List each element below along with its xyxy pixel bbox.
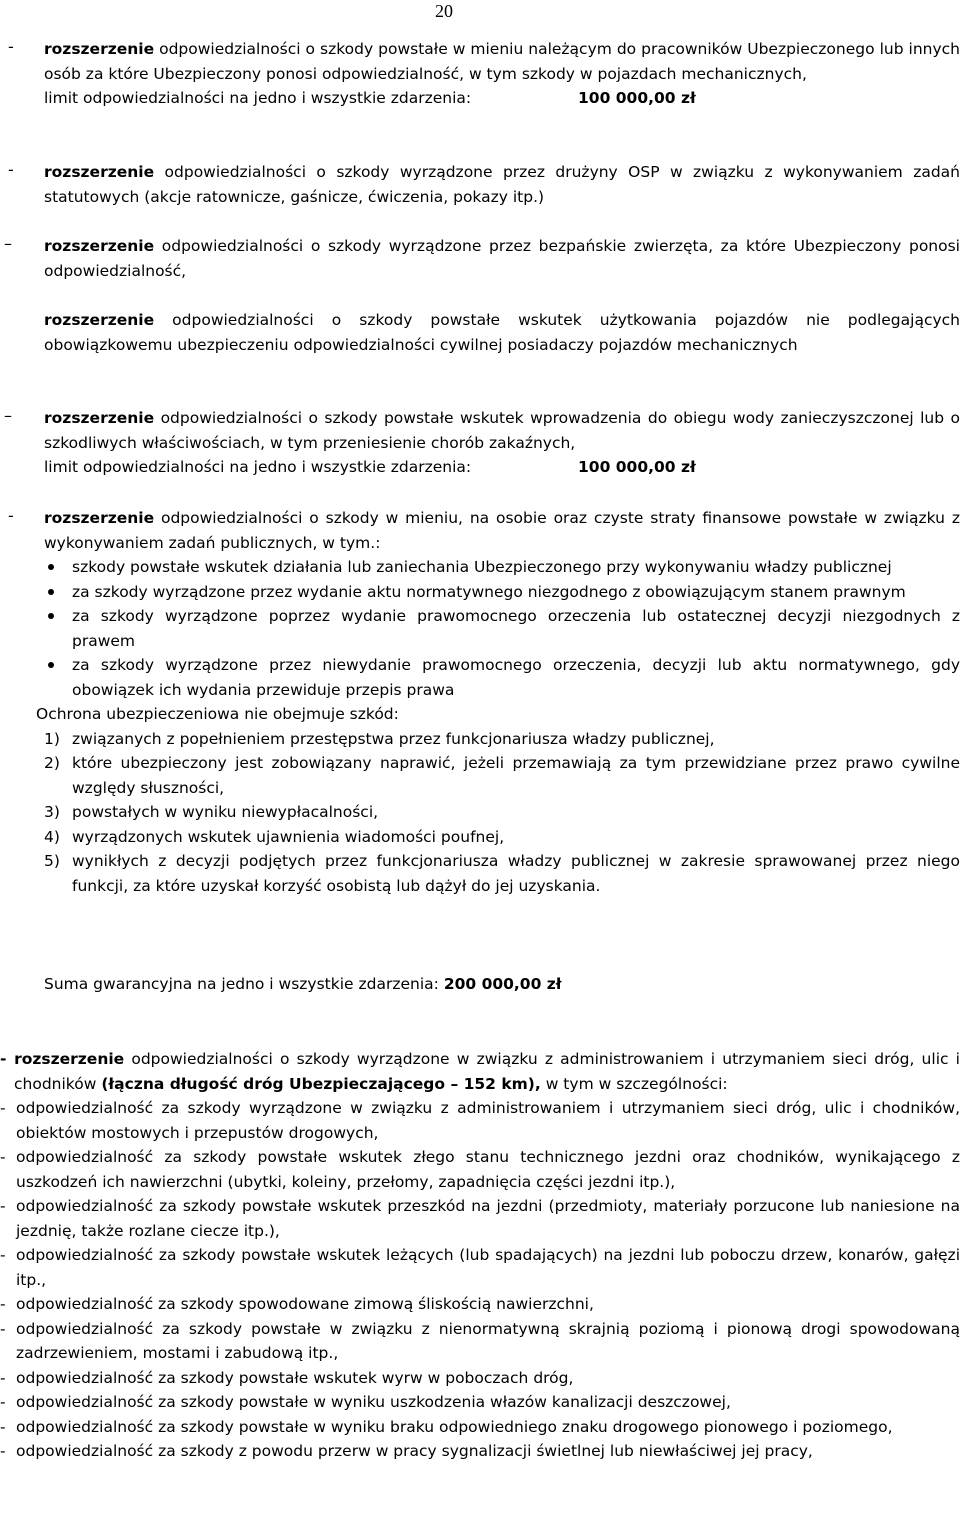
- road-item: [0, 1317, 960, 1366]
- limit-value: 100 000,00 zł: [578, 89, 696, 107]
- limit-line: [0, 455, 960, 480]
- road-item: [0, 1145, 960, 1194]
- road-item: [0, 1194, 960, 1243]
- dash-marker: -: [0, 1368, 6, 1387]
- exclusion-number: 2): [44, 754, 60, 772]
- keyword: rozszerzenie: [44, 311, 155, 329]
- exclusion-number: 5): [44, 852, 60, 870]
- road-item-text: odpowiedzialność za szkody wyrządzone w związku z administrowaniem i utrzymaniem sieci dróg, ulic i chodników, obiektów mostowych i przepustów drogowych,: [16, 1099, 960, 1142]
- road-item-text: odpowiedzialność za szkody powstałe w wyniku braku odpowiedniego znaku drogowego pionowego i poziomego,: [16, 1417, 893, 1436]
- section-body: odpowiedzialności o szkody powstałe w mieniu należącym do pracowników Ubezpieczonego lub innych osób za które Ubezpieczony ponosi odpowiedzialność, w tym szkody w pojazdach mechanicznych,: [44, 40, 960, 83]
- page-number: 20: [435, 1, 453, 21]
- keyword: rozszerzenie: [44, 509, 155, 527]
- dash-marker: -: [0, 1295, 6, 1313]
- exclusion-number: 1): [44, 729, 60, 748]
- road-item: [0, 1415, 960, 1440]
- section-body: odpowiedzialności o szkody wyrządzone przez bezpańskie zwierzęta, za które Ubezpieczony ponosi odpowiedzialność,: [44, 237, 960, 280]
- road-item-text: odpowiedzialność za szkody z powodu przerw w pracy sygnalizacji świetlnej lub niewłaściwej jej pracy,: [16, 1442, 813, 1460]
- section-text: [0, 160, 960, 209]
- road-item-text: odpowiedzialność za szkody powstałe w związku z nienormatywną skrajnią poziomą i pionową drogi spowodowaną zadrzewieniem, mostami i zabudową itp.,: [16, 1319, 960, 1362]
- exclusion-text: powstałych w wyniku niewypłacalności,: [72, 803, 379, 821]
- dash-marker: –: [4, 234, 12, 253]
- dash-marker: -: [0, 1393, 6, 1411]
- section-text: [0, 406, 960, 455]
- exclusion-text: wyrządzonych wskutek ujawnienia wiadomości poufnej,: [72, 827, 505, 846]
- exclusion-item: [0, 727, 960, 752]
- road-item: [0, 1096, 960, 1145]
- bullet-item: [0, 653, 960, 702]
- road-item-text: odpowiedzialność za szkody powstałe wskutek wyrw w poboczach dróg,: [16, 1368, 574, 1387]
- section-text: [0, 37, 960, 86]
- section-body: odpowiedzialności o szkody wyrządzone w związku z administrowaniem i utrzymaniem sieci dróg, ulic i chodników: [14, 1050, 960, 1093]
- section-employees-property: [0, 37, 960, 111]
- sum-value: 200 000,00 zł: [443, 975, 562, 993]
- exclusion-text: wynikłych z decyzji podjętych przez funkcjonariusza władzy publicznej w zakresie sprawowanej przez niego funkcji, za które uzyskał korzyść osobistą lub dążył do jej uzyskania.: [72, 852, 960, 895]
- section-body-end: w tym w szczególności:: [540, 1074, 728, 1093]
- dash-marker: -: [0, 1246, 6, 1264]
- keyword: - rozszerzenie: [0, 1050, 125, 1068]
- bullet-item: [0, 604, 960, 653]
- keyword: rozszerzenie: [44, 163, 155, 181]
- exclusion-item: [0, 849, 960, 898]
- bullet-dot: [48, 613, 54, 619]
- road-item: [0, 1292, 960, 1317]
- section-text: [0, 234, 960, 283]
- exclusion-number: 3): [44, 803, 60, 821]
- dash-marker: -: [0, 1442, 6, 1460]
- road-item: [0, 1366, 960, 1391]
- road-item-text: odpowiedzialność za szkody powstałe wskutek złego stanu technicznego jezdni oraz chodników, wynikającego z uszkodzeń ich nawierzchni (ubytki, koleiny, przełomy, zapadnięcia części jezdni itp.),: [16, 1148, 960, 1191]
- dash-marker: -: [0, 1417, 6, 1436]
- limit-value: 100 000,00 zł: [578, 458, 696, 476]
- bullet-text: za szkody wyrządzone przez niewydanie prawomocnego orzeczenia, decyzji lub aktu normatywnego, gdy obowiązek ich wydania przewiduje przepis prawa: [72, 656, 960, 699]
- road-item: [0, 1390, 960, 1415]
- exclusion-item: [0, 751, 960, 800]
- road-item-text: odpowiedzialność za szkody powstałe wskutek przeszkód na jezdni (przedmioty, materiały porzucone lub naniesione na jezdnię, także rozlane ciecze itp.),: [16, 1197, 960, 1240]
- limit-label: limit odpowiedzialności na jedno i wszystkie zdarzenia:: [44, 458, 472, 476]
- dash-marker: -: [0, 1197, 6, 1215]
- exclusions-title: Ochrona ubezpieczeniowa nie obejmuje szkód:: [36, 705, 399, 723]
- keyword: rozszerzenie: [44, 409, 155, 427]
- section-body: odpowiedzialności o szkody wyrządzone przez drużyny OSP w związku z wykonywaniem zadań statutowych (akcje ratownicze, gaśnicze, ćwiczenia, pokazy itp.): [44, 163, 960, 206]
- bullet-text: za szkody wyrządzone poprzez wydanie prawomocnego orzeczenia lub ostatecznej decyzji niezgodnych z prawem: [72, 607, 960, 650]
- dash-marker: -: [8, 160, 14, 179]
- section-body: odpowiedzialności o szkody powstałe wskutek wprowadzenia do obiegu wody zanieczyszczonej lub o szkodliwych właściwościach, w tym przeniesienie chorób zakaźnych,: [44, 409, 960, 452]
- section-osp: [0, 160, 960, 209]
- sum-label: Suma gwarancyjna na jedno i wszystkie zdarzenia:: [44, 975, 444, 993]
- section-body: odpowiedzialności o szkody w mieniu, na osobie oraz czyste straty finansowe powstałe w związku z wykonywaniem zadań publicznych, w tym.:: [44, 509, 960, 552]
- section-vehicles: [0, 308, 960, 357]
- bullet-item: [0, 555, 960, 580]
- limit-label: limit odpowiedzialności na jedno i wszystkie zdarzenia:: [44, 89, 472, 107]
- dash-marker: -: [8, 37, 14, 56]
- dash-marker: -: [8, 506, 14, 525]
- section-text: [0, 506, 960, 555]
- limit-line: [0, 86, 960, 111]
- bullet-text: szkody powstałe wskutek działania lub zaniechania Ubezpieczonego przy wykonywaniu władzy publicznej: [72, 558, 892, 576]
- exclusion-text: które ubezpieczony jest zobowiązany naprawić, jeżeli przemawiają za tym przewidziane przez prawo cywilne względy słuszności,: [72, 754, 960, 797]
- section-text: [0, 1047, 960, 1096]
- section-water: [0, 406, 960, 480]
- exclusion-text: związanych z popełnieniem przestępstwa przez funkcjonariusza władzy publicznej,: [72, 729, 715, 748]
- keyword: rozszerzenie: [44, 237, 155, 255]
- section-text: [0, 308, 960, 357]
- bullet-item: [0, 580, 960, 605]
- section-roads: [0, 1047, 960, 1464]
- road-item-text: odpowiedzialność za szkody spowodowane zimową śliskością nawierzchni,: [16, 1295, 594, 1313]
- dash-marker: -: [0, 1319, 6, 1338]
- road-item-text: odpowiedzialność za szkody powstałe wskutek leżących (lub spadających) na jezdni lub poboczu drzew, konarów, gałęzi itp.,: [16, 1246, 960, 1289]
- sum-guarantee-line: [0, 972, 960, 997]
- section-stray-animals: [0, 234, 960, 283]
- exclusion-item: [0, 825, 960, 850]
- bullet-text: za szkody wyrządzone przez wydanie aktu normatywnego niezgodnego z obowiązującym stanem prawnym: [72, 582, 906, 601]
- sum-text: [0, 972, 960, 997]
- bullet-dot: [48, 589, 54, 595]
- exclusion-item: [0, 800, 960, 825]
- keyword: rozszerzenie: [44, 40, 155, 58]
- dash-marker: –: [4, 406, 12, 425]
- road-item: [0, 1243, 960, 1292]
- road-length: (łączna długość dróg Ubezpieczającego – 152 km),: [101, 1074, 541, 1093]
- road-item: [0, 1439, 960, 1464]
- road-item-text: odpowiedzialność za szkody powstałe w wyniku uszkodzenia włazów kanalizacji deszczowej,: [16, 1393, 731, 1411]
- section-body: odpowiedzialności o szkody powstałe wskutek użytkowania pojazdów nie podlegających obowiązkowemu ubezpieczeniu odpowiedzialności cywilnej posiadaczy pojazdów mechanicznych: [44, 311, 960, 354]
- dash-marker: -: [0, 1148, 6, 1166]
- bullet-dot: [48, 564, 54, 570]
- section-public-tasks: [0, 506, 960, 898]
- dash-marker: -: [0, 1099, 6, 1117]
- bullet-dot: [48, 662, 54, 668]
- exclusion-number: 4): [44, 827, 60, 846]
